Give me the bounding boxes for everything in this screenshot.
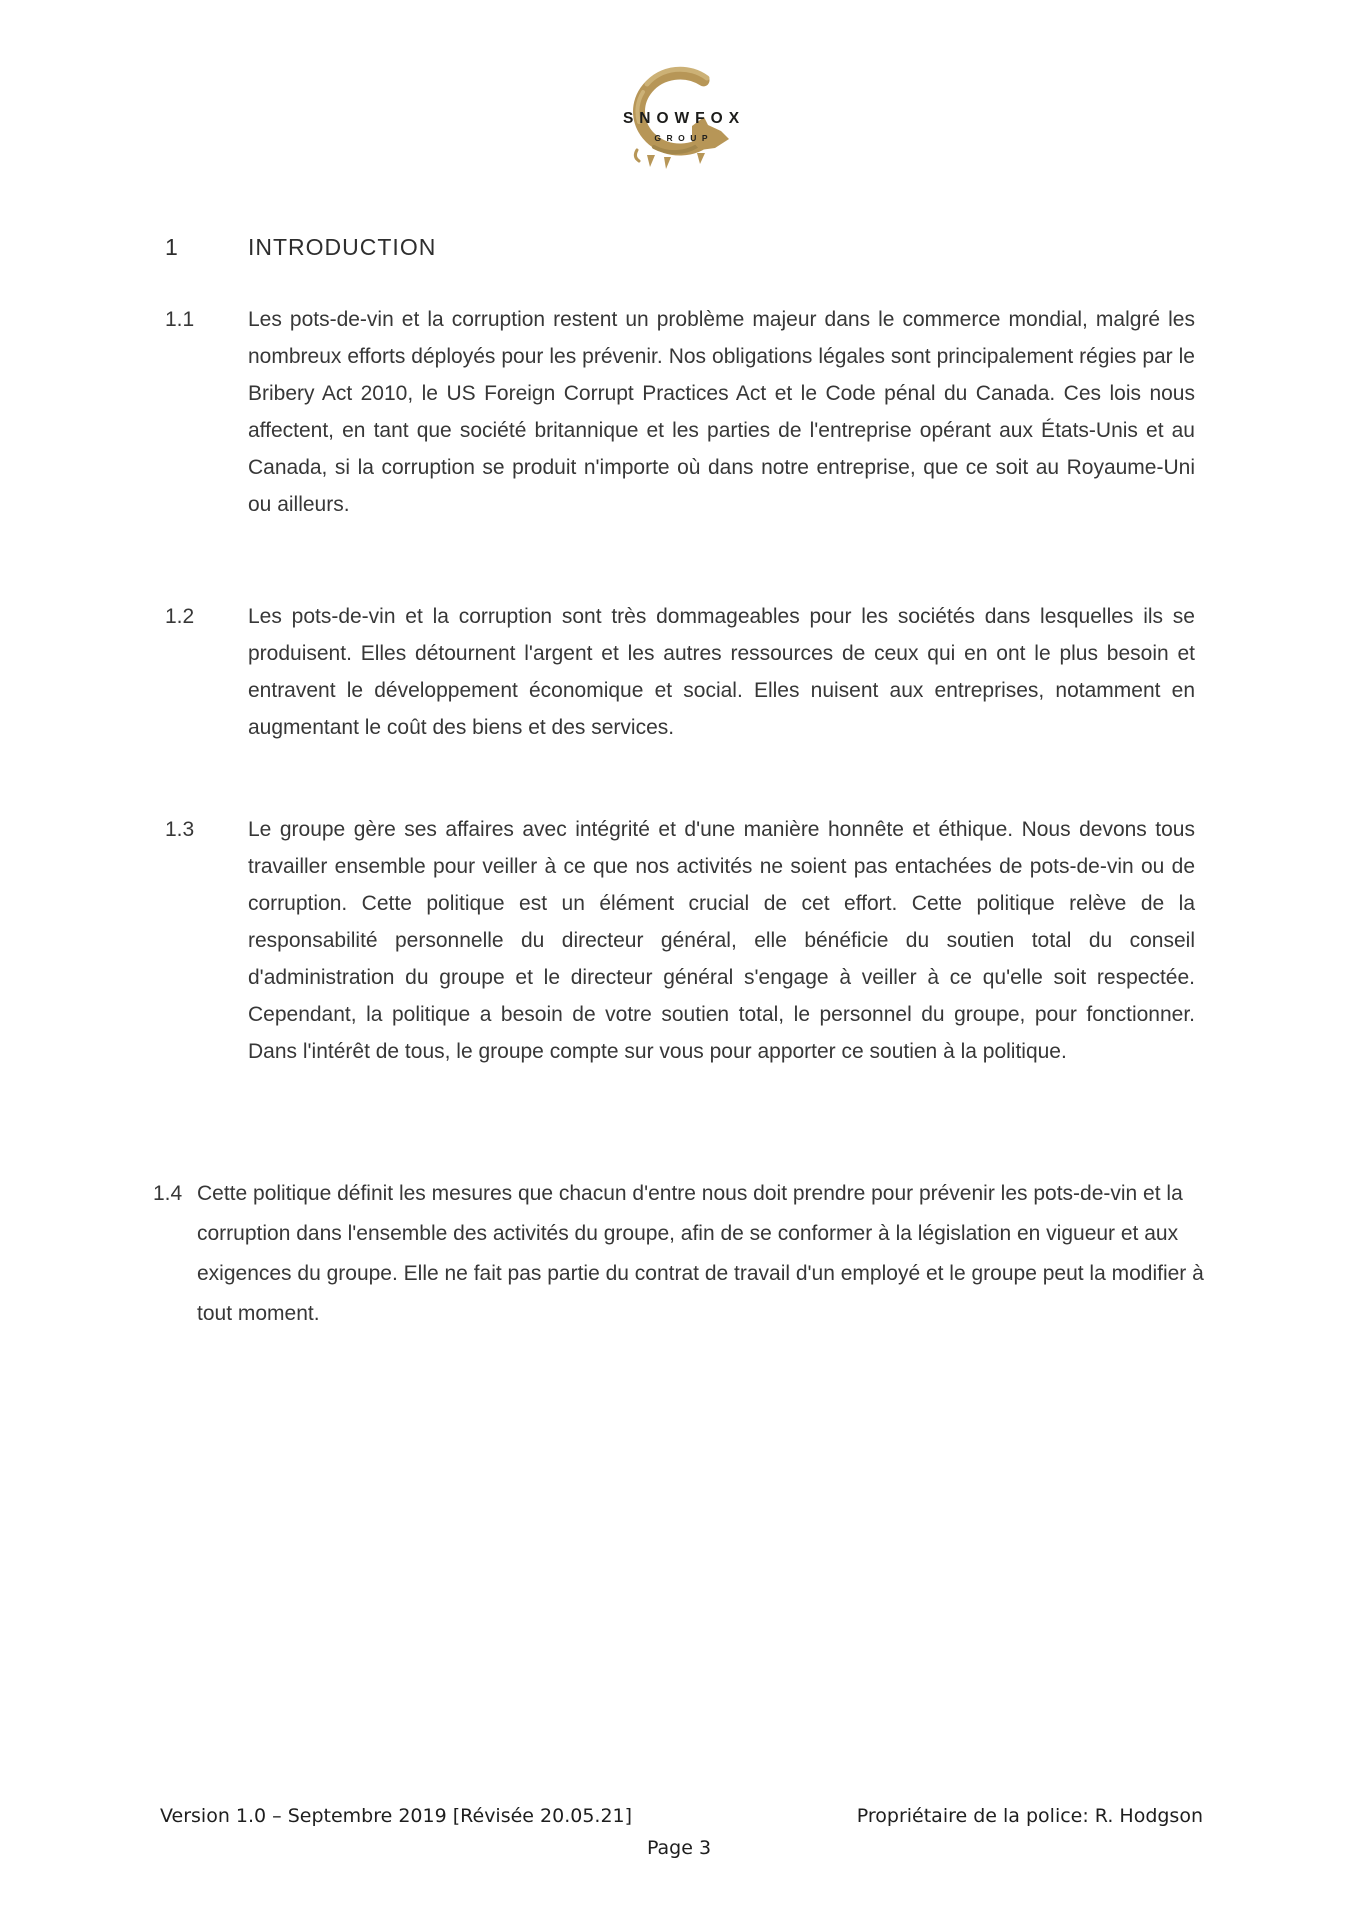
paragraph-number: 1.1 — [165, 308, 195, 331]
footer-page-number: Page 3 — [646, 1837, 712, 1859]
paragraph-text: Les pots-de-vin et la corruption restent un problème majeur dans le commerce mondial, malgré les nombreux efforts déployés pour les prévenir. Nos obligations légales sont principalement régies par le Bribery Act 2010, le US Foreign Corrupt Practices Act et le Code pénal du Canada. Ces lois nous affectent, en tant que société britannique et les parties de l'entreprise opérant aux États-Unis et au Canada, si la corruption se produit n'importe où dans notre entreprise, que ce soit au Royaume-Uni ou ailleurs. — [248, 308, 1195, 516]
snowfox-logo — [609, 62, 753, 176]
paragraph-text: Cette politique définit les mesures que chacun d'entre nous doit prendre pour prévenir les pots-de-vin et la corruption dans l'ensemble des activités du groupe, afin de se conformer à la législation en vigueur et aux exigences du groupe. Elle ne fait pas partie du contrat de travail d'un employé et le groupe peut la modifier à tout moment. — [197, 1182, 1204, 1325]
footer-policy-owner: Propriétaire de la police: R. Hodgson — [856, 1805, 1203, 1827]
policy-paragraph — [153, 1174, 1209, 1334]
section-heading — [165, 234, 436, 261]
paragraph-number: 1.4 — [153, 1182, 183, 1205]
paragraph-text: Les pots-de-vin et la corruption sont très dommageables pour les sociétés dans lesquelles ils se produisent. Elles détournent l'argent et les autres ressources de ceux qui en ont le plus besoin et entravent le développement économique et social. Elles nuisent aux entreprises, notamment en augmentant le coût des biens et des services. — [248, 605, 1195, 739]
policy-paragraph — [165, 301, 1195, 523]
paragraph-text: Le groupe gère ses affaires avec intégrité et d'une manière honnête et éthique. Nous devons tous travailler ensemble pour veiller à ce que nos activités ne soient pas entachées de pots-de-vin ou de corruption. Cette politique est un élément crucial de cet effort. Cette politique relève de la responsabilité personnelle du directeur général, elle bénéficie du soutien total du conseil d'administration du groupe et le directeur général s'engage à veiller à ce qu'elle soit respectée. Cependant, la politique a besoin de votre soutien total, le personnel du groupe, pour fonctionner. Dans l'intérêt de tous, le groupe compte sur vous pour apporter ce soutien à la politique. — [248, 818, 1195, 1063]
paragraph-number: 1.2 — [165, 605, 195, 628]
logo-brand-text: SNOWFOX — [622, 110, 746, 127]
policy-paragraph — [165, 598, 1195, 746]
section-title: INTRODUCTION — [248, 234, 437, 260]
paragraph-number: 1.3 — [165, 818, 195, 841]
footer-version: Version 1.0 – Septembre 2019 [Révisée 20.05.21] — [160, 1805, 633, 1827]
logo-subbrand-text: GROUP — [654, 133, 714, 143]
section-number: 1 — [165, 234, 178, 260]
policy-paragraph — [165, 811, 1195, 1070]
